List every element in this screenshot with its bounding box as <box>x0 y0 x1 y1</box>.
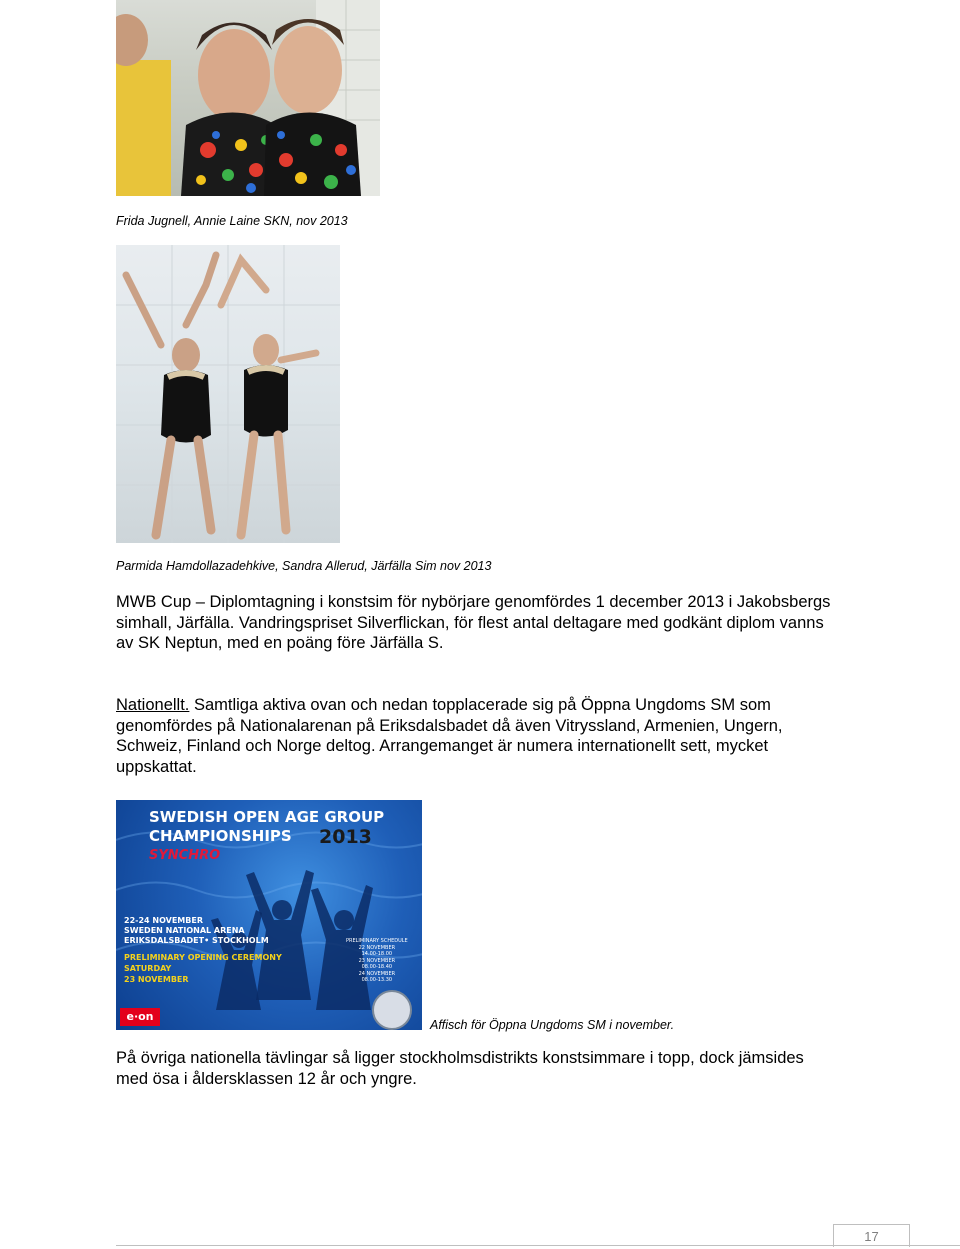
poster-schedule-line: 08.00-18.40 <box>361 964 393 970</box>
poster-caption: Affisch för Öppna Ungdoms SM i november. <box>430 1018 675 1032</box>
poster-subtitle: SYNCHRO <box>149 848 221 863</box>
poster-sponsor-logo: e·on <box>120 1008 160 1026</box>
ovriga-tavlingar-paragraph: På övriga nationella tävlingar så ligger stockholmsdistrikts konstsimmare i topp, dock jämsides med ösa i åldersklassen 12 år och yngre. <box>116 1049 804 1088</box>
poster-venue-info <box>124 916 269 946</box>
photo-swimmers-posing <box>116 245 340 543</box>
photo-swimmers-poolside <box>116 0 380 196</box>
poster-ceremony-day: SATURDAY <box>124 964 172 973</box>
page-number: 17 <box>833 1224 910 1247</box>
poster-seal-logo <box>372 990 412 1030</box>
poster-title-line1: SWEDISH OPEN AGE GROUP <box>149 808 385 826</box>
poster-ceremony-info <box>124 952 282 985</box>
poster-ceremony-title: PRELIMINARY OPENING CEREMONY <box>124 953 282 962</box>
poster-schedule-title: PRELIMINARY SCHEDULE <box>346 938 408 944</box>
poster-info-location: ERIKSDALSBADET• STOCKHOLM <box>124 936 269 945</box>
poster-schedule <box>346 938 408 984</box>
poster-ceremony-date: 23 NOVEMBER <box>124 975 189 984</box>
mwb-cup-paragraph: MWB Cup – Diplomtagning i konstsim för nybörjare genomfördes 1 december 2013 i Jakobsbergs simhall, Järfälla. Vandringspriset Silverflickan, för flest antal deltagare med godkänt diplom vanns av SK Neptun, med en poäng före Järfälla S. <box>116 593 831 652</box>
poster-year: 2013 <box>319 826 372 848</box>
nationellt-heading: Nationellt. <box>116 696 190 714</box>
nationellt-body: Samtliga aktiva ovan och nedan topplacerade sig på Öppna Ungdoms SM som genomfördes på Nationalarenan på Eriksdalsbadet då även Vitryssland, Armenien, Ungern, Schweiz, Finland och Norge deltog. Arrangemanget är numera internationellt sett, mycket uppskattat. <box>116 696 783 776</box>
poster-schedule-line: 14.00-18.00 <box>361 951 393 957</box>
championship-poster <box>116 800 422 1030</box>
poster-info-arena: SWEDEN NATIONAL ARENA <box>124 926 245 935</box>
poster-schedule-line: 24 NOVEMBER <box>358 970 396 977</box>
nationellt-paragraph <box>116 695 846 777</box>
poster-schedule-line: 23 NOVEMBER <box>358 957 396 964</box>
photo1-caption: Frida Jugnell, Annie Laine SKN, nov 2013 <box>116 214 348 228</box>
poster-schedule-line: 22 NOVEMBER <box>358 944 396 951</box>
photo2-caption: Parmida Hamdollazadehkive, Sandra Allerud, Järfälla Sim nov 2013 <box>116 559 492 573</box>
poster-info-dates: 22-24 NOVEMBER <box>124 916 203 925</box>
poster-title-line2: CHAMPIONSHIPS <box>149 827 292 845</box>
poster-schedule-line: 08.00-13.30 <box>361 977 393 983</box>
